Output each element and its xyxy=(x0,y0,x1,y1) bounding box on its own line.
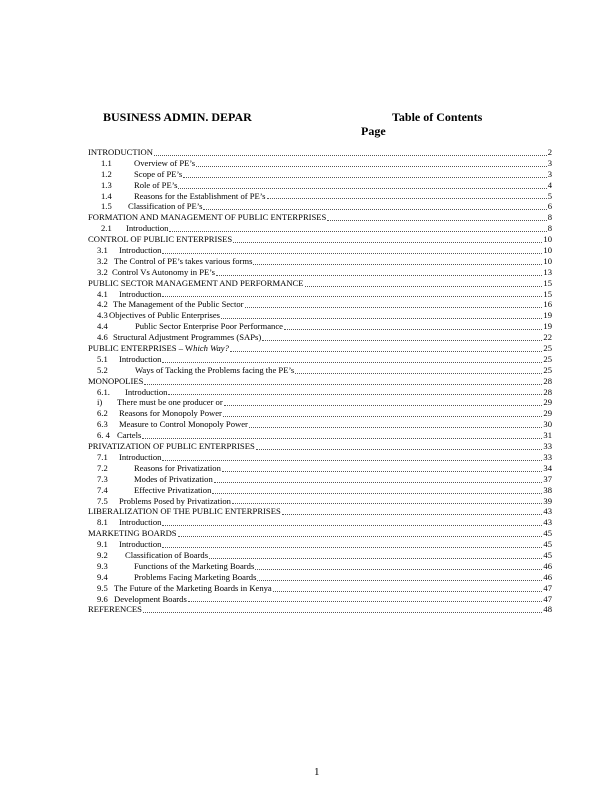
toc-entry-number: 1.1 xyxy=(101,157,112,168)
dot-leader xyxy=(144,377,542,385)
toc-entry-title-text: Introduction xyxy=(119,245,162,256)
dot-leader xyxy=(162,355,542,363)
toc-entry-title xyxy=(88,234,232,245)
toc-entry-title xyxy=(125,550,208,561)
toc-entry-title xyxy=(125,387,167,398)
dot-leader xyxy=(142,431,542,439)
toc-entry-title-text: Classification of Boards xyxy=(125,549,209,560)
toc-entry-page: 45 xyxy=(543,539,552,550)
toc-entry-title-text: Development Boards xyxy=(114,593,187,604)
toc-entry-title-text: CONTROL OF PUBLIC ENTERPRISES xyxy=(88,234,233,245)
dot-leader xyxy=(196,159,547,167)
toc-entry-title xyxy=(119,496,231,507)
toc-entry-page: 8 xyxy=(547,223,552,234)
toc-entry-number: 9.1 xyxy=(97,539,108,550)
dot-leader xyxy=(327,213,546,221)
toc-entry-title xyxy=(126,223,168,234)
dot-leader xyxy=(249,420,543,428)
dot-leader xyxy=(232,496,542,504)
dot-leader xyxy=(284,322,542,330)
toc-entry-title-text: Introduction xyxy=(119,288,162,299)
dot-leader xyxy=(162,246,542,254)
toc-chapter-entry[interactable] xyxy=(88,234,552,245)
dot-leader xyxy=(216,268,542,276)
toc-entry-page: 33 xyxy=(543,441,552,452)
toc-entry-title-text: Role of PE’s xyxy=(134,179,178,190)
toc-entry-title-text: Reasons for Privatization xyxy=(134,462,221,473)
toc-entry-page: 39 xyxy=(543,495,552,506)
toc-entry-title xyxy=(88,343,229,354)
toc-entry-title xyxy=(88,604,142,615)
toc-chapter-entry[interactable] xyxy=(88,528,552,539)
toc-entry-title-text: Classification of PE’s xyxy=(128,201,203,212)
toc-entry-page: 10 xyxy=(543,245,552,256)
toc-entry-page: 38 xyxy=(543,484,552,495)
toc-subentry[interactable] xyxy=(88,223,552,234)
toc-entry-number: 6.1. xyxy=(97,386,110,397)
dot-leader xyxy=(168,387,542,395)
toc-subentry[interactable] xyxy=(88,517,552,528)
toc-entry-number: 9.4 xyxy=(97,571,108,582)
toc-entry-number: 7.1 xyxy=(97,451,108,462)
toc-entry-page: 29 xyxy=(543,408,552,419)
toc-subentry[interactable] xyxy=(88,299,552,310)
toc-entry-number: 2.1 xyxy=(101,223,112,234)
toc-entry-title-text: There must be one producer or xyxy=(117,397,223,408)
toc-subentry[interactable] xyxy=(88,485,552,496)
toc-entry-title xyxy=(117,430,141,441)
toc-entry-title-text: Introduction xyxy=(125,386,168,397)
toc-entry-title xyxy=(134,158,195,169)
toc-subentry[interactable] xyxy=(88,256,552,267)
toc-entry-title xyxy=(134,561,254,572)
dot-leader xyxy=(221,311,542,319)
toc-entry-title xyxy=(88,528,177,539)
dot-leader xyxy=(295,366,542,374)
dot-leader xyxy=(256,442,543,450)
toc-subentry[interactable] xyxy=(88,496,552,507)
toc-entry-title-text: Problems Posed by Privatization xyxy=(119,495,231,506)
dot-leader xyxy=(230,344,543,352)
toc-entry-page: 37 xyxy=(543,473,552,484)
toc-entry-title-text: Introduction xyxy=(119,353,162,364)
toc-entry-page: 15 xyxy=(543,277,552,288)
toc-subentry[interactable] xyxy=(88,169,552,180)
toc-subentry[interactable] xyxy=(88,180,552,191)
toc-entry-number: 6.2 xyxy=(97,408,108,419)
toc-subentry[interactable] xyxy=(88,201,552,212)
toc-entry-page: 15 xyxy=(543,288,552,299)
dot-leader xyxy=(255,562,542,570)
dot-leader xyxy=(162,289,542,297)
toc-subentry[interactable] xyxy=(88,310,552,321)
toc-entry-title xyxy=(113,299,244,310)
dot-leader xyxy=(178,181,546,189)
page-number: 1 xyxy=(314,766,320,778)
dot-leader xyxy=(162,518,542,526)
toc-entry-title-text: Control Vs Autonomy in PE’s xyxy=(112,266,215,277)
toc-entry-number: 6. 4 xyxy=(97,430,110,441)
toc-entry-title xyxy=(109,310,220,321)
toc-entry-title-text: Introduction xyxy=(119,517,162,528)
toc-entry-number: 8.1 xyxy=(97,517,108,528)
toc-entry-number: 1.4 xyxy=(101,190,112,201)
dot-leader xyxy=(188,594,543,602)
toc-entry-title-text: FORMATION AND MANAGEMENT OF PUBLIC ENTERPRISES xyxy=(88,212,327,223)
toc-subentry[interactable] xyxy=(88,191,552,202)
toc-entry-title-text: The Control of PE’s takes various forms xyxy=(114,255,253,266)
toc-entry-title-text: Public Sector Enterprise Poor Performance xyxy=(135,321,283,332)
toc-entry-page: 45 xyxy=(543,549,552,560)
toc-entry-page: 29 xyxy=(543,397,552,408)
toc-entry-title-text: Functions of the Marketing Boards xyxy=(134,560,255,571)
toc-entry-title-text: Ways of Tacking the Problems facing the PE’s xyxy=(135,364,295,375)
toc-subentry[interactable] xyxy=(88,583,552,594)
toc-entry-title-text: Scope of PE’s xyxy=(134,168,183,179)
dot-leader xyxy=(222,464,543,472)
toc-subentry[interactable] xyxy=(88,397,552,408)
toc-entry-title-text: PRIVATIZATION OF PUBLIC ENTERPRISES xyxy=(88,441,255,452)
toc-entry-page: 47 xyxy=(543,582,552,593)
toc-entry-page: 48 xyxy=(543,604,552,615)
dot-leader xyxy=(267,191,547,199)
toc-entry-title-text: REFERENCES xyxy=(88,604,142,615)
toc-chapter-entry[interactable] xyxy=(88,441,552,452)
dot-leader xyxy=(223,409,543,417)
toc-entry-page: 33 xyxy=(543,451,552,462)
toc-entry-number: 1.2 xyxy=(101,168,112,179)
toc-entry-number: 9.6 xyxy=(97,593,108,604)
toc-entry-number: i) xyxy=(97,397,103,408)
toc-subentry[interactable] xyxy=(88,452,552,463)
toc-entry-title-end: ? xyxy=(224,343,229,354)
dot-leader xyxy=(262,333,542,341)
department-heading: BUSINESS ADMIN. DEPAR xyxy=(103,110,252,124)
toc-entry-title xyxy=(114,256,252,267)
dot-leader xyxy=(178,529,543,537)
toc-entry-page: 25 xyxy=(543,364,552,375)
toc-subentry[interactable] xyxy=(88,289,552,300)
toc-entry-title-text: PUBLIC ENTERPRISES – W xyxy=(88,343,194,354)
toc-entry-title-text: MONOPOLIES xyxy=(88,375,144,386)
toc-entry-page: 22 xyxy=(543,332,552,343)
toc-entry-title-text: LIBERALIZATION OF THE PUBLIC ENTERPRISES xyxy=(88,506,281,517)
toc-entry-title-text: Modes of Privatization xyxy=(134,473,213,484)
toc-entry-number: 3.2 xyxy=(97,255,108,266)
toc-entry-title xyxy=(88,376,143,387)
toc-entry-title xyxy=(134,474,213,485)
toc-entry-page: 34 xyxy=(543,462,552,473)
toc-entry-title xyxy=(134,169,182,180)
table-of-contents xyxy=(88,147,552,615)
toc-entry-title xyxy=(88,441,255,452)
toc-entry-page: 13 xyxy=(543,266,552,277)
toc-entry-title-text: Introduction xyxy=(126,223,169,234)
toc-entry-number: 1.5 xyxy=(101,201,112,212)
toc-subentry[interactable] xyxy=(88,474,552,485)
toc-entry-title-text: Introduction xyxy=(119,539,162,550)
toc-chapter-entry[interactable] xyxy=(88,212,552,223)
toc-entry-page: 3 xyxy=(547,168,552,179)
toc-entry-number: 4.3 xyxy=(97,310,108,321)
toc-chapter-entry[interactable] xyxy=(88,506,552,517)
toc-entry-title xyxy=(88,212,326,223)
toc-entry-title-text: INTRODUCTION xyxy=(88,147,153,157)
toc-entry-page: 6 xyxy=(547,201,552,212)
toc-entry-number: 9.5 xyxy=(97,582,108,593)
toc-entry-title-text: Cartels xyxy=(117,430,142,441)
toc-entry-title xyxy=(114,594,187,605)
toc-entry-title-text: Effective Privatization xyxy=(134,484,212,495)
toc-entry-title xyxy=(134,572,256,583)
toc-chapter-entry[interactable] xyxy=(88,604,552,615)
toc-entry-title-text: Introduction xyxy=(119,451,162,462)
toc-entry-page: 16 xyxy=(543,299,552,310)
dot-leader xyxy=(214,475,543,483)
toc-entry-number: 4.1 xyxy=(97,288,108,299)
toc-subentry[interactable] xyxy=(88,594,552,605)
toc-entry-page: 2 xyxy=(547,147,552,157)
toc-entry-title-text: Overview of PE’s xyxy=(134,157,196,168)
toc-entry-number: 7.2 xyxy=(97,462,108,473)
toc-entry-title xyxy=(134,463,221,474)
toc-subentry[interactable] xyxy=(88,354,552,365)
dot-leader xyxy=(245,300,543,308)
toc-entry-number: 4.6 xyxy=(97,332,108,343)
dot-leader xyxy=(183,170,546,178)
toc-subentry[interactable] xyxy=(88,158,552,169)
toc-entry-title xyxy=(88,278,304,289)
toc-entry-page: 8 xyxy=(547,212,552,223)
toc-subentry[interactable] xyxy=(88,245,552,256)
toc-entry-page: 25 xyxy=(543,353,552,364)
toc-entry-title xyxy=(119,539,161,550)
toc-subentry[interactable] xyxy=(88,539,552,550)
toc-entry-page: 43 xyxy=(543,506,552,517)
toc-entry-number: 3.1 xyxy=(97,245,108,256)
toc-entry-title-text: PUBLIC SECTOR MANAGEMENT AND PERFORMANCE xyxy=(88,277,304,288)
toc-entry-title xyxy=(113,332,261,343)
toc-chapter-entry[interactable] xyxy=(88,147,552,158)
dot-leader xyxy=(203,202,546,210)
toc-entry-title-text: Structural Adjustment Programmes (SAPs) xyxy=(113,332,262,343)
toc-entry-title xyxy=(119,419,248,430)
toc-entry-title-text: The Management of the Public Sector xyxy=(113,299,244,310)
dot-leader xyxy=(257,573,542,581)
toc-entry-page: 31 xyxy=(543,430,552,441)
toc-entry-title xyxy=(135,365,294,376)
toc-title: Table of Contents xyxy=(392,110,483,124)
toc-entry-title xyxy=(119,452,161,463)
dot-leader xyxy=(224,398,543,406)
toc-entry-title xyxy=(134,180,177,191)
toc-entry-title-italic: hich Way xyxy=(193,343,225,354)
dot-leader xyxy=(233,235,542,243)
toc-entry-title xyxy=(119,245,161,256)
toc-entry-number: 9.2 xyxy=(97,549,108,560)
toc-entry-number: 1.3 xyxy=(101,179,112,190)
toc-chapter-entry[interactable] xyxy=(88,376,552,387)
toc-entry-page: 28 xyxy=(543,375,552,386)
toc-entry-title xyxy=(135,321,283,332)
toc-entry-title xyxy=(134,485,211,496)
toc-entry-number: 7.4 xyxy=(97,484,108,495)
toc-entry-number: 3.2 xyxy=(97,266,108,277)
toc-subentry[interactable] xyxy=(88,332,552,343)
toc-entry-number: 4.4 xyxy=(97,321,108,332)
toc-entry-page: 19 xyxy=(543,310,552,321)
dot-leader xyxy=(212,486,542,494)
toc-subentry[interactable] xyxy=(88,267,552,278)
toc-entry-page: 10 xyxy=(543,234,552,245)
toc-entry-page: 25 xyxy=(543,343,552,354)
toc-entry-title xyxy=(88,147,153,158)
toc-entry-title-text: Reasons for Monopoly Power xyxy=(119,408,222,419)
toc-entry-number: 6.3 xyxy=(97,419,108,430)
toc-subentry[interactable] xyxy=(88,463,552,474)
toc-chapter-entry[interactable] xyxy=(88,278,552,289)
dot-leader xyxy=(282,507,543,515)
toc-entry-page: 5 xyxy=(547,190,552,201)
toc-entry-title xyxy=(119,517,161,528)
toc-entry-page: 45 xyxy=(543,528,552,539)
toc-subentry[interactable] xyxy=(88,550,552,561)
dot-leader xyxy=(154,148,547,156)
toc-entry-title-text: MARKETING BOARDS xyxy=(88,528,177,539)
toc-entry-page: 4 xyxy=(547,179,552,190)
toc-entry-page: 10 xyxy=(543,255,552,266)
toc-entry-page: 28 xyxy=(543,386,552,397)
dot-leader xyxy=(162,540,542,548)
toc-entry-title xyxy=(88,506,281,517)
toc-subentry[interactable] xyxy=(88,419,552,430)
toc-subentry[interactable] xyxy=(88,387,552,398)
dot-leader xyxy=(305,279,543,287)
page-column-label: Page xyxy=(361,124,386,138)
toc-entry-number: 5.2 xyxy=(97,364,108,375)
toc-entry-page: 30 xyxy=(543,419,552,430)
toc-entry-title-text: Measure to Control Monopoly Power xyxy=(119,419,248,430)
toc-chapter-entry[interactable] xyxy=(88,343,552,354)
toc-entry-title-text: The Future of the Marketing Boards in Kenya xyxy=(114,582,272,593)
toc-entry-title-text: Problems Facing Marketing Boards xyxy=(134,571,257,582)
dot-leader xyxy=(169,224,546,232)
toc-subentry[interactable] xyxy=(88,430,552,441)
toc-entry-title xyxy=(117,397,223,408)
toc-entry-page: 3 xyxy=(547,157,552,168)
toc-subentry[interactable] xyxy=(88,572,552,583)
toc-entry-page: 46 xyxy=(543,560,552,571)
toc-entry-title-text: Reasons for the Establishment of PE’s xyxy=(134,190,266,201)
dot-leader xyxy=(143,605,542,613)
toc-entry-number: 7.3 xyxy=(97,473,108,484)
toc-entry-title-text: Objectives of Public Enterprises xyxy=(109,310,220,321)
toc-entry-title xyxy=(119,289,161,300)
toc-entry-page: 19 xyxy=(543,321,552,332)
toc-subentry[interactable] xyxy=(88,365,552,376)
dot-leader xyxy=(273,584,543,592)
toc-entry-title xyxy=(114,583,272,594)
toc-entry-title xyxy=(134,191,266,202)
toc-entry-title xyxy=(119,354,161,365)
toc-entry-number: 7.5 xyxy=(97,495,108,506)
toc-entry-title xyxy=(119,408,222,419)
toc-subentry[interactable] xyxy=(88,321,552,332)
toc-entry-number: 5.1 xyxy=(97,353,108,364)
toc-subentry[interactable] xyxy=(88,408,552,419)
toc-subentry[interactable] xyxy=(88,561,552,572)
toc-entry-title xyxy=(128,201,202,212)
toc-entry-number: 9.3 xyxy=(97,560,108,571)
dot-leader xyxy=(209,551,542,559)
toc-entry-page: 46 xyxy=(543,571,552,582)
toc-entry-number: 4.2 xyxy=(97,299,108,310)
toc-entry-page: 43 xyxy=(543,517,552,528)
toc-entry-page: 47 xyxy=(543,593,552,604)
dot-leader xyxy=(162,453,542,461)
dot-leader xyxy=(253,257,542,265)
toc-entry-title xyxy=(112,267,215,278)
